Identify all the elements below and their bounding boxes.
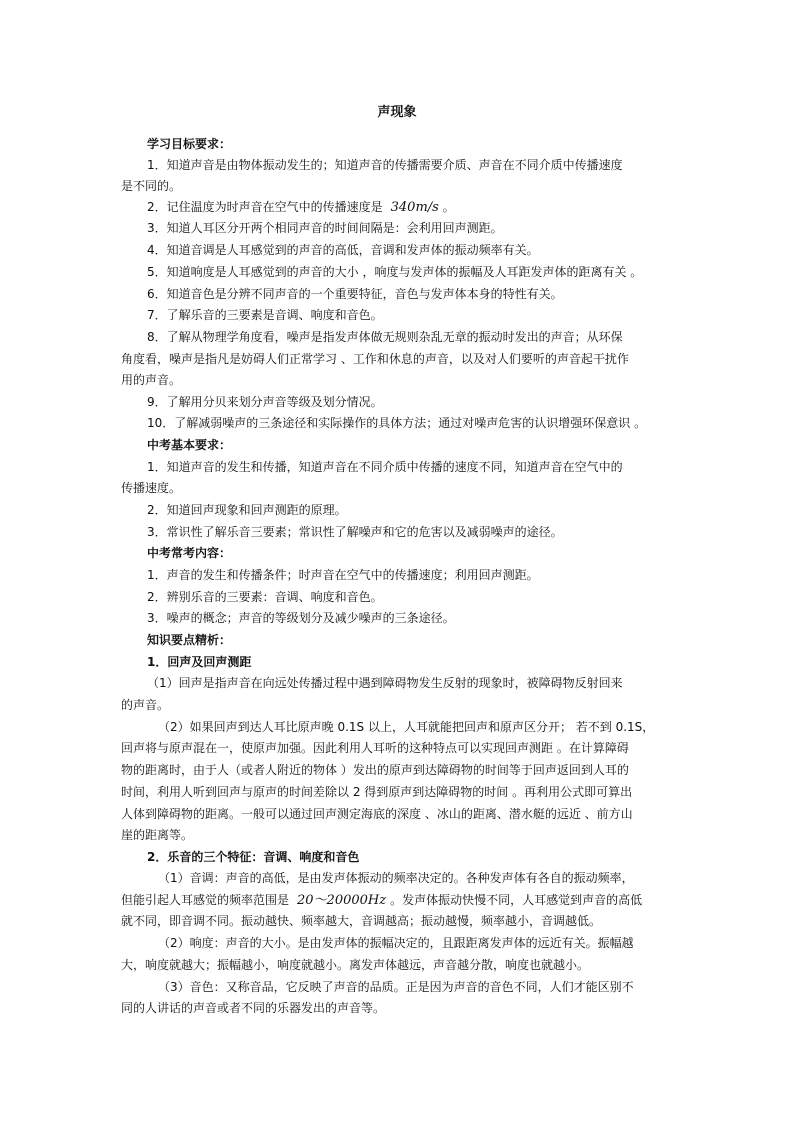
text-line: [147, 675, 623, 691]
line-text: 物的距离时，由于人（或者人附近的物体 ）发出的原声到达障碍物的时间等于回声返回到人耳的: [121, 763, 629, 777]
line-text: 就不同，即音调不同。振动越快、频率越大，音调越高；振动越慢，频率越小，音调越低。: [121, 914, 602, 928]
line-text: 3．常识性了解乐音三要素；常识性了解噪声和它的危害以及减弱噪声的途径。: [147, 525, 563, 539]
text-line: [147, 329, 623, 345]
line-text: 传播速度。: [121, 481, 182, 495]
line-text: 8．了解从物理学角度看，噪声是指发声体做无规则杂乱无章的振动时发出的声音；从环保: [147, 330, 623, 344]
text-line: [147, 264, 642, 280]
line-text: 6．知道音色是分辨不同声音的一个重要特征，音色与发声体本身的特性有关。: [147, 287, 563, 301]
line-text: 回声将与原声混在一，使原声加强。因此利用人耳听的这种特点可以实现回声测距 。在计算障碍: [121, 741, 629, 755]
text-line: [147, 199, 455, 216]
text-line: [121, 178, 181, 194]
text-line: [121, 762, 629, 778]
line-text: 2．记住温度为时声音在空气中的传播速度是: [147, 200, 383, 214]
text-line: [147, 567, 539, 583]
text-line: [121, 892, 642, 909]
text-line: [147, 459, 623, 475]
line-text: 10．了解减弱噪声的三条途径和实际操作的具体方法；通过对噪声危害的认识增强环保意识 。: [147, 416, 647, 430]
line-text: （2）响度：声音的大小。是由发声体的振幅决定的，且跟距离发声体的远近有关。振幅越: [158, 936, 634, 950]
section-heading: [147, 136, 231, 152]
line-text: 3．知道人耳区分开两个相同声音的时间间隔是：会利用回声测距。: [147, 221, 503, 235]
line-text: （1）音调：声音的高低，是由发声体振动的频率决定的。各种发声体有各自的振动频率，: [158, 871, 634, 885]
line-text: （3）音色：又称音品，它反映了声音的品质。正是因为声音的音色不同，人们才能区别不: [158, 980, 634, 994]
text-line: [121, 480, 181, 496]
line-text: 知识要点精析：: [147, 633, 232, 647]
line-text: 中考基本要求：: [147, 438, 232, 452]
punctuation: 。: [438, 200, 455, 214]
line-text: 时间，利用人听到回声与原声的时间差除以 2 得到原声到达障碍物的时间 。再利用公式即可算出: [121, 785, 633, 799]
line-text: （2）如果回声到达人耳比原声晚 0.1S 以上，人耳就能把回声和原声区分开； 若不到 0.1S，: [158, 720, 655, 734]
frequency-formula: 20～20000Hz: [297, 893, 387, 908]
speed-formula: 340m/s: [390, 200, 439, 215]
text-line: [147, 286, 563, 302]
line-text: 3．噪声的概念；声音的等级划分及减少噪声的三条途径。: [147, 611, 455, 625]
section-heading: [147, 437, 231, 453]
line-text: 用的声音。: [121, 373, 182, 387]
text-line: [121, 913, 601, 929]
line-text: 5．知道响度是人耳感觉到的声音的大小 ，响度与发声体的振幅及人耳距发声体的距离有关 。: [147, 265, 643, 279]
line-text: 1．知道声音的发生和传播，知道声音在不同介质中传播的速度不同，知道声音在空气中的: [147, 460, 623, 474]
text-line: [147, 589, 383, 605]
line-text: 1．回声及回声测距: [147, 655, 252, 669]
page-title: 声现象: [377, 105, 417, 120]
line-text: 1．知道声音是由物体振动发生的；知道声音的传播需要介质、声音在不同介质中传播速度: [147, 158, 623, 172]
text-line: [158, 719, 654, 735]
text-line: [121, 784, 632, 800]
text-line: [147, 415, 646, 431]
text-line: [121, 697, 169, 713]
line-text: 的声音。: [121, 698, 170, 712]
text-line: [147, 610, 455, 626]
text-line: [121, 351, 629, 367]
line-text: 1．声音的发生和传播条件；时声音在空气中的传播速度；利用回声测距。: [147, 568, 539, 582]
text-line: [147, 242, 539, 258]
section-heading: [147, 632, 231, 648]
text-line: [147, 157, 623, 173]
line-text: 学习目标要求：: [147, 137, 232, 151]
text-line: [121, 957, 589, 973]
section-heading: [147, 545, 231, 561]
line-text: 2．辨别乐音的三要素：音调、响度和音色。: [147, 590, 383, 604]
section-heading: [147, 849, 359, 865]
text-line: [158, 935, 634, 951]
text-line: [147, 220, 503, 236]
line-text: 人体到障碍物的距离。一般可以通过回声测定海底的深度 、冰山的距离、潜水艇的远近 、前方山: [121, 807, 633, 821]
text-line: [121, 827, 193, 843]
line-text: 2．乐音的三个特征：音调、响度和音色: [147, 850, 360, 864]
line-continuation: 。发声体振动快慢不同，人耳感觉到声音的高低: [390, 893, 643, 907]
text-line: [158, 870, 634, 886]
line-text: 崖的距离等。: [121, 828, 194, 842]
line-text: 大，响度就越大；振幅越小，响度就越小。离发声体越远，声音越分散，响度也就越小。: [121, 958, 590, 972]
text-line: [121, 806, 633, 822]
section-heading: [147, 654, 251, 670]
line-text: 同的人讲话的声音或者不同的乐器发出的声音等。: [121, 1001, 386, 1015]
line-text: 是不同的。: [121, 179, 182, 193]
line-text: 4．知道音调是人耳感觉到的声音的高低，音调和发声体的振动频率有关。: [147, 243, 539, 257]
text-line: [158, 979, 634, 995]
text-line: [121, 740, 629, 756]
text-line: [147, 307, 383, 323]
line-text: 但能引起人耳感觉的频率范围是: [121, 893, 290, 907]
line-text: （1）回声是指声音在向远处传播过程中遇到障碍物发生反射的现象时，被障碍物反射回来: [147, 676, 623, 690]
line-text: 7．了解乐音的三要素是音调、响度和音色。: [147, 308, 383, 322]
line-text: 9．了解用分贝来划分声音等级及划分情况。: [147, 395, 383, 409]
text-line: [121, 1000, 385, 1016]
line-text: 2．知道回声现象和回声测距的原理。: [147, 503, 347, 517]
text-line: [147, 394, 383, 410]
line-text: 角度看，噪声是指凡是妨碍人们正常学习 、工作和休息的声音，以及对人们要听的声音起干扰作: [121, 352, 629, 366]
text-line: [147, 524, 563, 540]
text-line: [121, 372, 181, 388]
line-text: 中考常考内容：: [147, 546, 232, 560]
text-line: [147, 502, 347, 518]
